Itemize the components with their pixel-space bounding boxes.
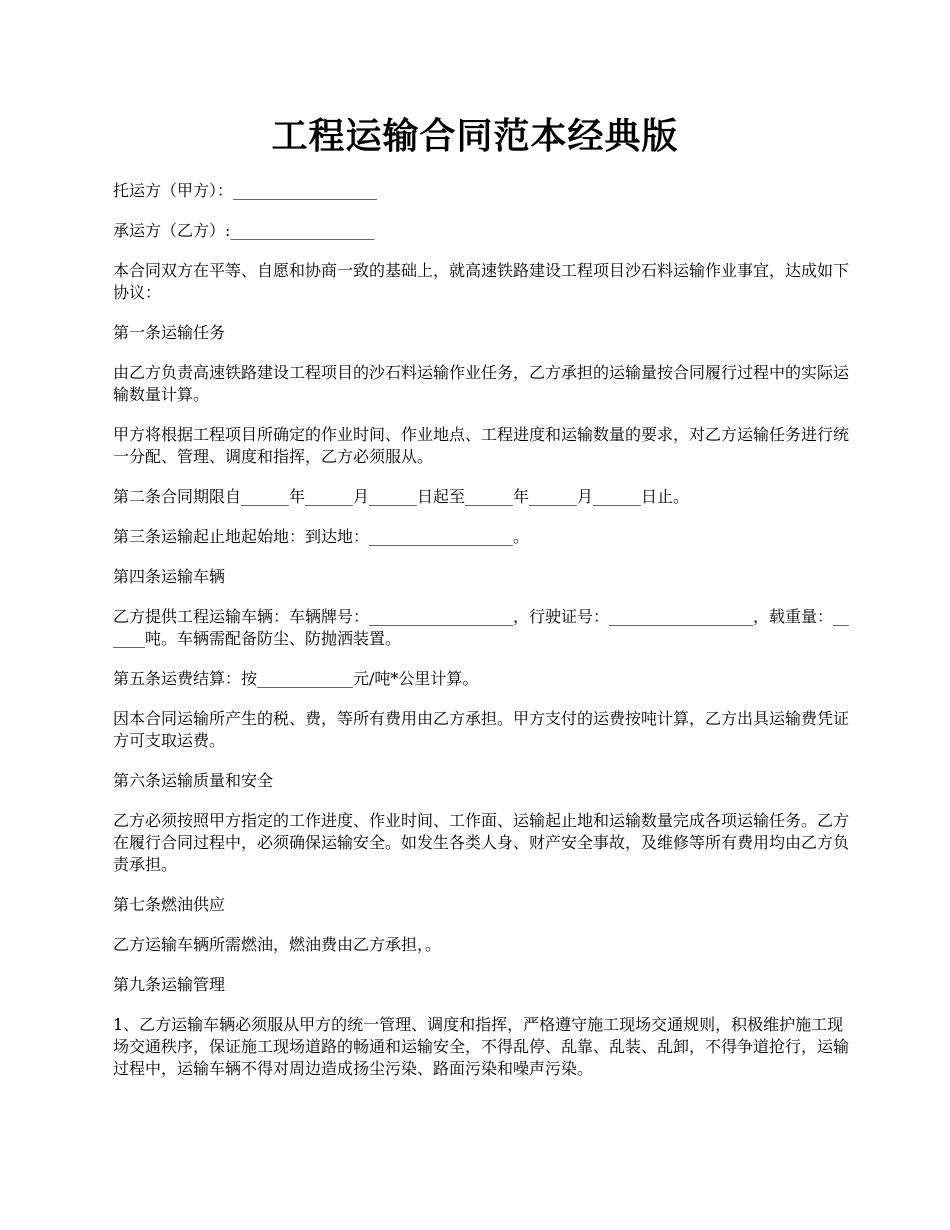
article-3-locations: 第三条运输起止地起始地：到达地：__________________。 — [113, 527, 530, 546]
preamble-paragraph: 本合同双方在平等、自愿和协商一致的基础上，就高速铁路建设工程项目沙石料运输作业事宜，达成如下协议： — [113, 261, 850, 302]
article-4-heading: 第四条运输车辆 — [113, 567, 226, 586]
article-9-heading: 第九条运输管理 — [113, 975, 226, 994]
article-5-paragraph: 因本合同运输所产生的税、费，等所有费用由乙方承担。甲方支付的运费按吨计算，乙方出具运输费凭证方可支取运费。 — [113, 709, 850, 750]
article-9-item-1: 1、乙方运输车辆必须服从甲方的统一管理、调度和指挥，严格遵守施工现场交通规则，积极维护施工现场交通秩序，保证施工现场道路的畅通和运输安全，不得乱停、乱靠、乱装、乱卸，不得争道抢行，运输过程中，运输车辆不得对周边造成扬尘污染、路面污染和噪声污染。 — [113, 1015, 850, 1078]
article-1-heading: 第一条运输任务 — [113, 323, 226, 342]
article-6-paragraph: 乙方必须按照甲方指定的工作进度、作业时间、工作面、运输起止地和运输数量完成各项运输任务。乙方在履行合同过程中，必须确保运输安全。如发生各类人身、财产安全事故，及维修等所有费用均由乙方负责承担。 — [113, 811, 850, 874]
article-6-heading: 第六条运输质量和安全 — [113, 771, 274, 790]
document-title: 工程运输合同范本经典版 — [271, 115, 679, 157]
article-7-paragraph: 乙方运输车辆所需燃油，燃油费由乙方承担，。 — [113, 935, 442, 954]
article-7-heading: 第七条燃油供应 — [113, 895, 226, 914]
article-5-settlement: 第五条运费结算：按____________元/吨*公里计算。 — [113, 669, 479, 688]
article-4-paragraph: 乙方提供工程运输车辆：车辆牌号：__________________，行驶证号：__________________，载重量：______吨。车辆需配备防尘、防抛洒装置。 — [113, 607, 850, 648]
party-b-line: 承运方（乙方）:__________________ — [113, 221, 375, 240]
document-body — [113, 180, 853, 1098]
party-a-line: 托运方（甲方）：__________________ — [113, 181, 378, 200]
article-1-paragraph-1: 由乙方负责高速铁路建设工程项目的沙石料运输作业任务，乙方承担的运输量按合同履行过程中的实际运输数量计算。 — [113, 363, 850, 404]
article-1-paragraph-2: 甲方将根据工程项目所确定的作业时间、作业地点、工程进度和运输数量的要求，对乙方运输任务进行统一分配、管理、调度和指挥，乙方必须服从。 — [113, 425, 850, 466]
article-2-term: 第二条合同期限自______年______月______日起至______年______月______日止。 — [113, 487, 690, 506]
